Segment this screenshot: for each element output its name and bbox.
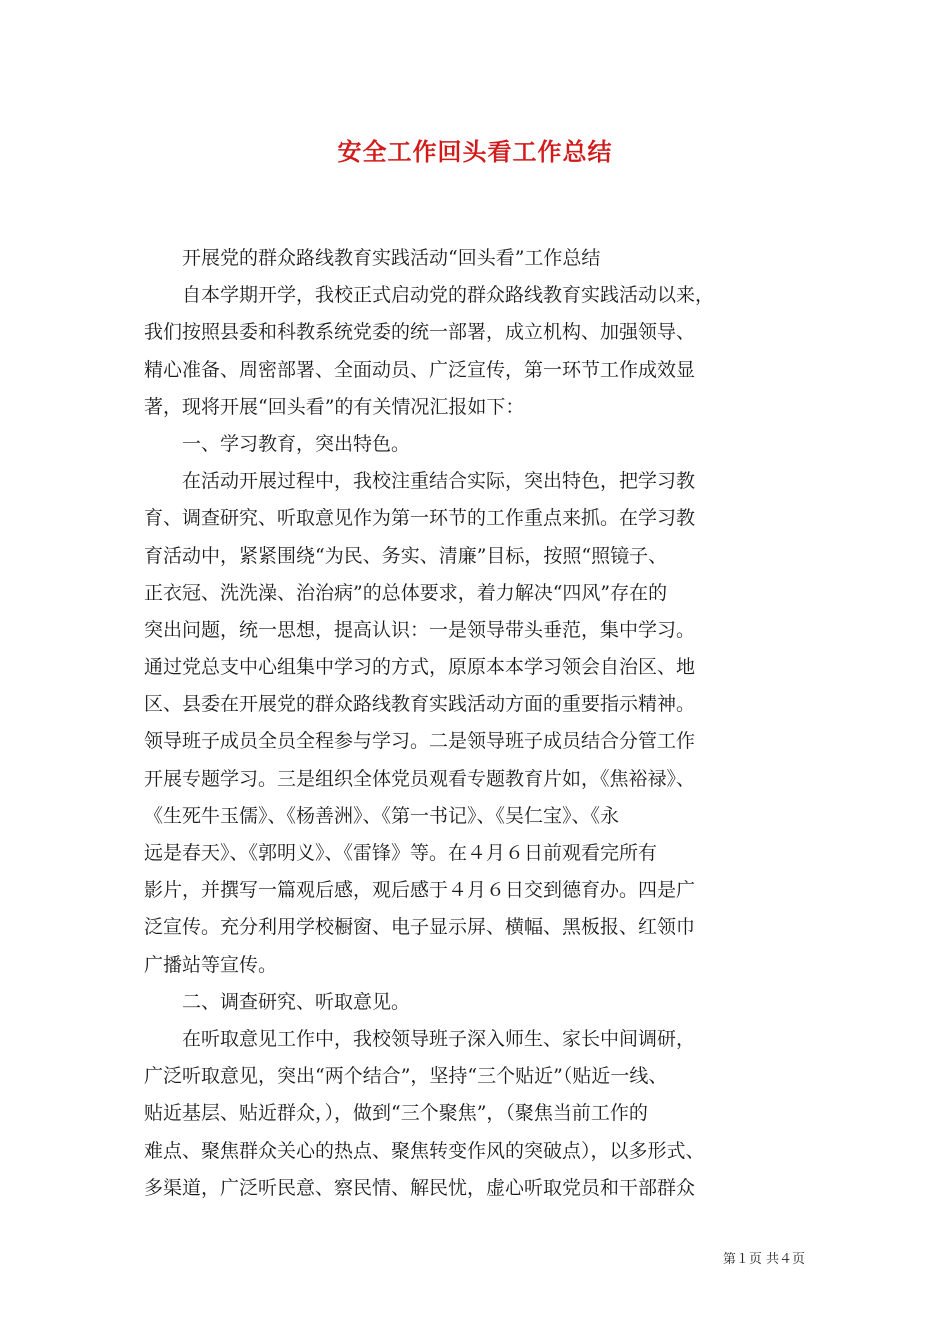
text-line: 多渠道，广泛听民意、察民情、解民忧，虚心听取党员和干部群众: [144, 1176, 696, 1199]
text-line: 影片，并撰写一篇观后感，观后感于４月６日交到德育办。四是广: [144, 879, 696, 902]
text-line: 我们按照县委和科教系统党委的统一部署，成立机构、加强领导、: [144, 321, 696, 344]
text-line: 育活动中，紧紧围绕“为民、务实、清廉”目标，按照“照镜子、: [144, 544, 668, 567]
text-line: 育、调查研究、听取意见作为第一环节的工作重点来抓。在学习教: [144, 507, 696, 530]
text-line: 泛宣传。充分利用学校橱窗、电子显示屏、横幅、黑板报、红领巾: [144, 916, 696, 939]
text-line: 远是春天》、《郭明义》、《雷锋》等。在４月６日前观看完所有: [144, 842, 658, 864]
text-line: 开展党的群众路线教育实践活动“回头看”工作总结: [144, 247, 601, 269]
text-line: 正衣冠、洗洗澡、治治病”的总体要求，着力解决“四风”存在的: [144, 581, 668, 604]
text-line: 在听取意见工作中，我校领导班子深入师生、家长中间调研，: [144, 1027, 696, 1050]
document-title: 安全工作回头看工作总结: [337, 137, 613, 166]
text-line: 区、县委在开展党的群众路线教育实践活动方面的重要指示精神。: [144, 693, 696, 716]
document-body: [144, 240, 816, 1207]
text-line: 《生死牛玉儒》、《杨善洲》、《第一书记》、《吴仁宝》、《永: [144, 804, 620, 827]
text-line: 著，现将开展“回头看”的有关情况汇报如下：: [144, 395, 525, 418]
text-line: 突出问题，统一思想，提高认识：一是领导带头垂范，集中学习。: [144, 618, 696, 641]
text-line: 领导班子成员全员全程参与学习。二是领导班子成员结合分管工作: [144, 730, 696, 753]
text-line: 在活动开展过程中，我校注重结合实际，突出特色，把学习教: [144, 470, 696, 493]
page-number-footer: 第１页 共４页: [722, 1252, 805, 1267]
text-line: 开展专题学习。三是组织全体党员观看专题教育片如，《焦裕禄》、: [144, 767, 696, 790]
section-heading: 一、学习教育，突出特色。: [144, 432, 411, 455]
text-line: 广泛听取意见，突出“两个结合”，坚持“三个贴近”（贴近一线、: [144, 1065, 668, 1088]
text-line: 贴近基层、贴近群众，），做到“三个聚焦”，（聚焦当前工作的: [144, 1102, 648, 1125]
section-heading: 二、调查研究、听取意见。: [144, 990, 411, 1013]
text-line: 精心准备、周密部署、全面动员、广泛宣传，第一环节工作成效显: [144, 358, 696, 381]
text-line: 广播站等宣传。: [144, 953, 278, 976]
text-line: 难点、聚焦群众关心的热点、聚焦转变作风的突破点），以多形式、: [144, 1139, 705, 1162]
text-line: 通过党总支中心组集中学习的方式，原原本本学习领会自治区、地: [144, 656, 696, 679]
text-line: 自本学期开学，我校正式启动党的群众路线教育实践活动以来，: [144, 284, 715, 307]
